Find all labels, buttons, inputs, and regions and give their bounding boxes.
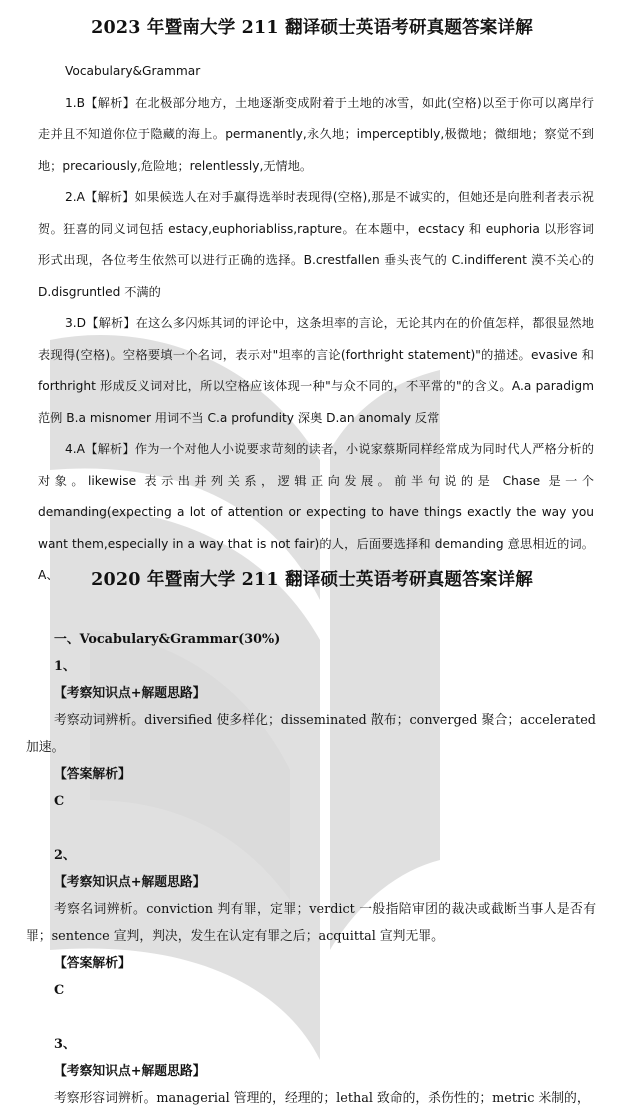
title-2020: 2020 年暨南大学 211 翻译硕士英语考研真题答案详解 [91,570,533,590]
section-2020 [26,626,596,1112]
answer-value: C [54,794,65,809]
answer-paragraph-4: 4.A【解析】作为一个对他人小说要求苛刻的读者，小说家蔡斯同样经常成为同时代人严格分析的对象。likewise 表示出并列关系，逻辑正向发展。前半句说的是 Chase 是一个 demanding(expecting a lot of attention or expecting to have things exactly the way you want them,especially in a way that is not fair)的人，后面要选择和 demanding 意思相近的词。A、 [38,442,594,582]
question-number: 3、 [54,1037,76,1052]
question-explanation: 考察形容词辨析。managerial 管理的，经理的；lethal 致命的，杀伤性的；metric 米制的， [54,1091,590,1106]
label-knowledge-points: 【考察知识点+解题思路】 [54,875,206,890]
section-heading-2023: Vocabulary&Grammar [65,64,201,78]
answer-paragraph-3: 3.D【解析】在这么多闪烁其词的评论中，这条坦率的言论，无论其内在的价值怎样，都很显然地表现得(空格)。空格要填一个名词，表示对"坦率的言论(forthright statement)"的描述。evasive 和 forthright 形成反义词对比，所以空格应该体现一种"与众不同的，不平常的"的含义。A.a paradigm 范例 B.a misnomer 用词不当 C.a profundity 深奥 D.an anomaly 反常 [38,316,594,425]
section-2023 [38,56,594,592]
label-answer: 【答案解析】 [54,767,131,782]
label-knowledge-points: 【考察知识点+解题思路】 [54,1064,206,1079]
answer-paragraph-1: 1.B【解析】在北极部分地方，土地逐渐变成附着于土地的冰雪，如此(空格)以至于你可以离岸行走并且不知道你位于隐藏的海上。permanently,永久地；imperceptibly,极微地；微细地；察觉不到地；precariously,危险地；relentlessly,无情地。 [38,95,594,173]
question-number: 1、 [54,659,76,674]
label-knowledge-points: 【考察知识点+解题思路】 [54,686,206,701]
question-explanation: 考察动词辨析。diversified 使多样化；disseminated 散布；converged 聚合；accelerated 加速。 [26,713,596,755]
label-answer: 【答案解析】 [54,956,131,971]
title-2023: 2023 年暨南大学 211 翻译硕士英语考研真题答案详解 [91,18,533,38]
question-explanation: 考察名词辨析。conviction 判有罪，定罪；verdict 一般指陪审团的裁决或截断当事人是否有罪；sentence 宣判，判决，发生在认定有罪之后；acquittal 宣判无罪。 [26,902,596,944]
answer-value: C [54,983,65,998]
answer-paragraph-2: 2.A【解析】如果候选人在对手赢得选举时表现得(空格),那是不诚实的，但她还是向胜利者表示祝贺。狂喜的同义词包括 estacy,euphoriabliss,rapture。在本题中，ecstacy 和 euphoria 以形容词形式出现，各位考生依然可以进行正确的选择。B.crestfallen 垂头丧气的 C.indifferent 漠不关心的 D.disgruntled 不满的 [38,190,594,299]
question-number: 2、 [54,848,76,863]
section-heading-2020: 一、Vocabulary&Grammar(30%) [54,632,281,647]
